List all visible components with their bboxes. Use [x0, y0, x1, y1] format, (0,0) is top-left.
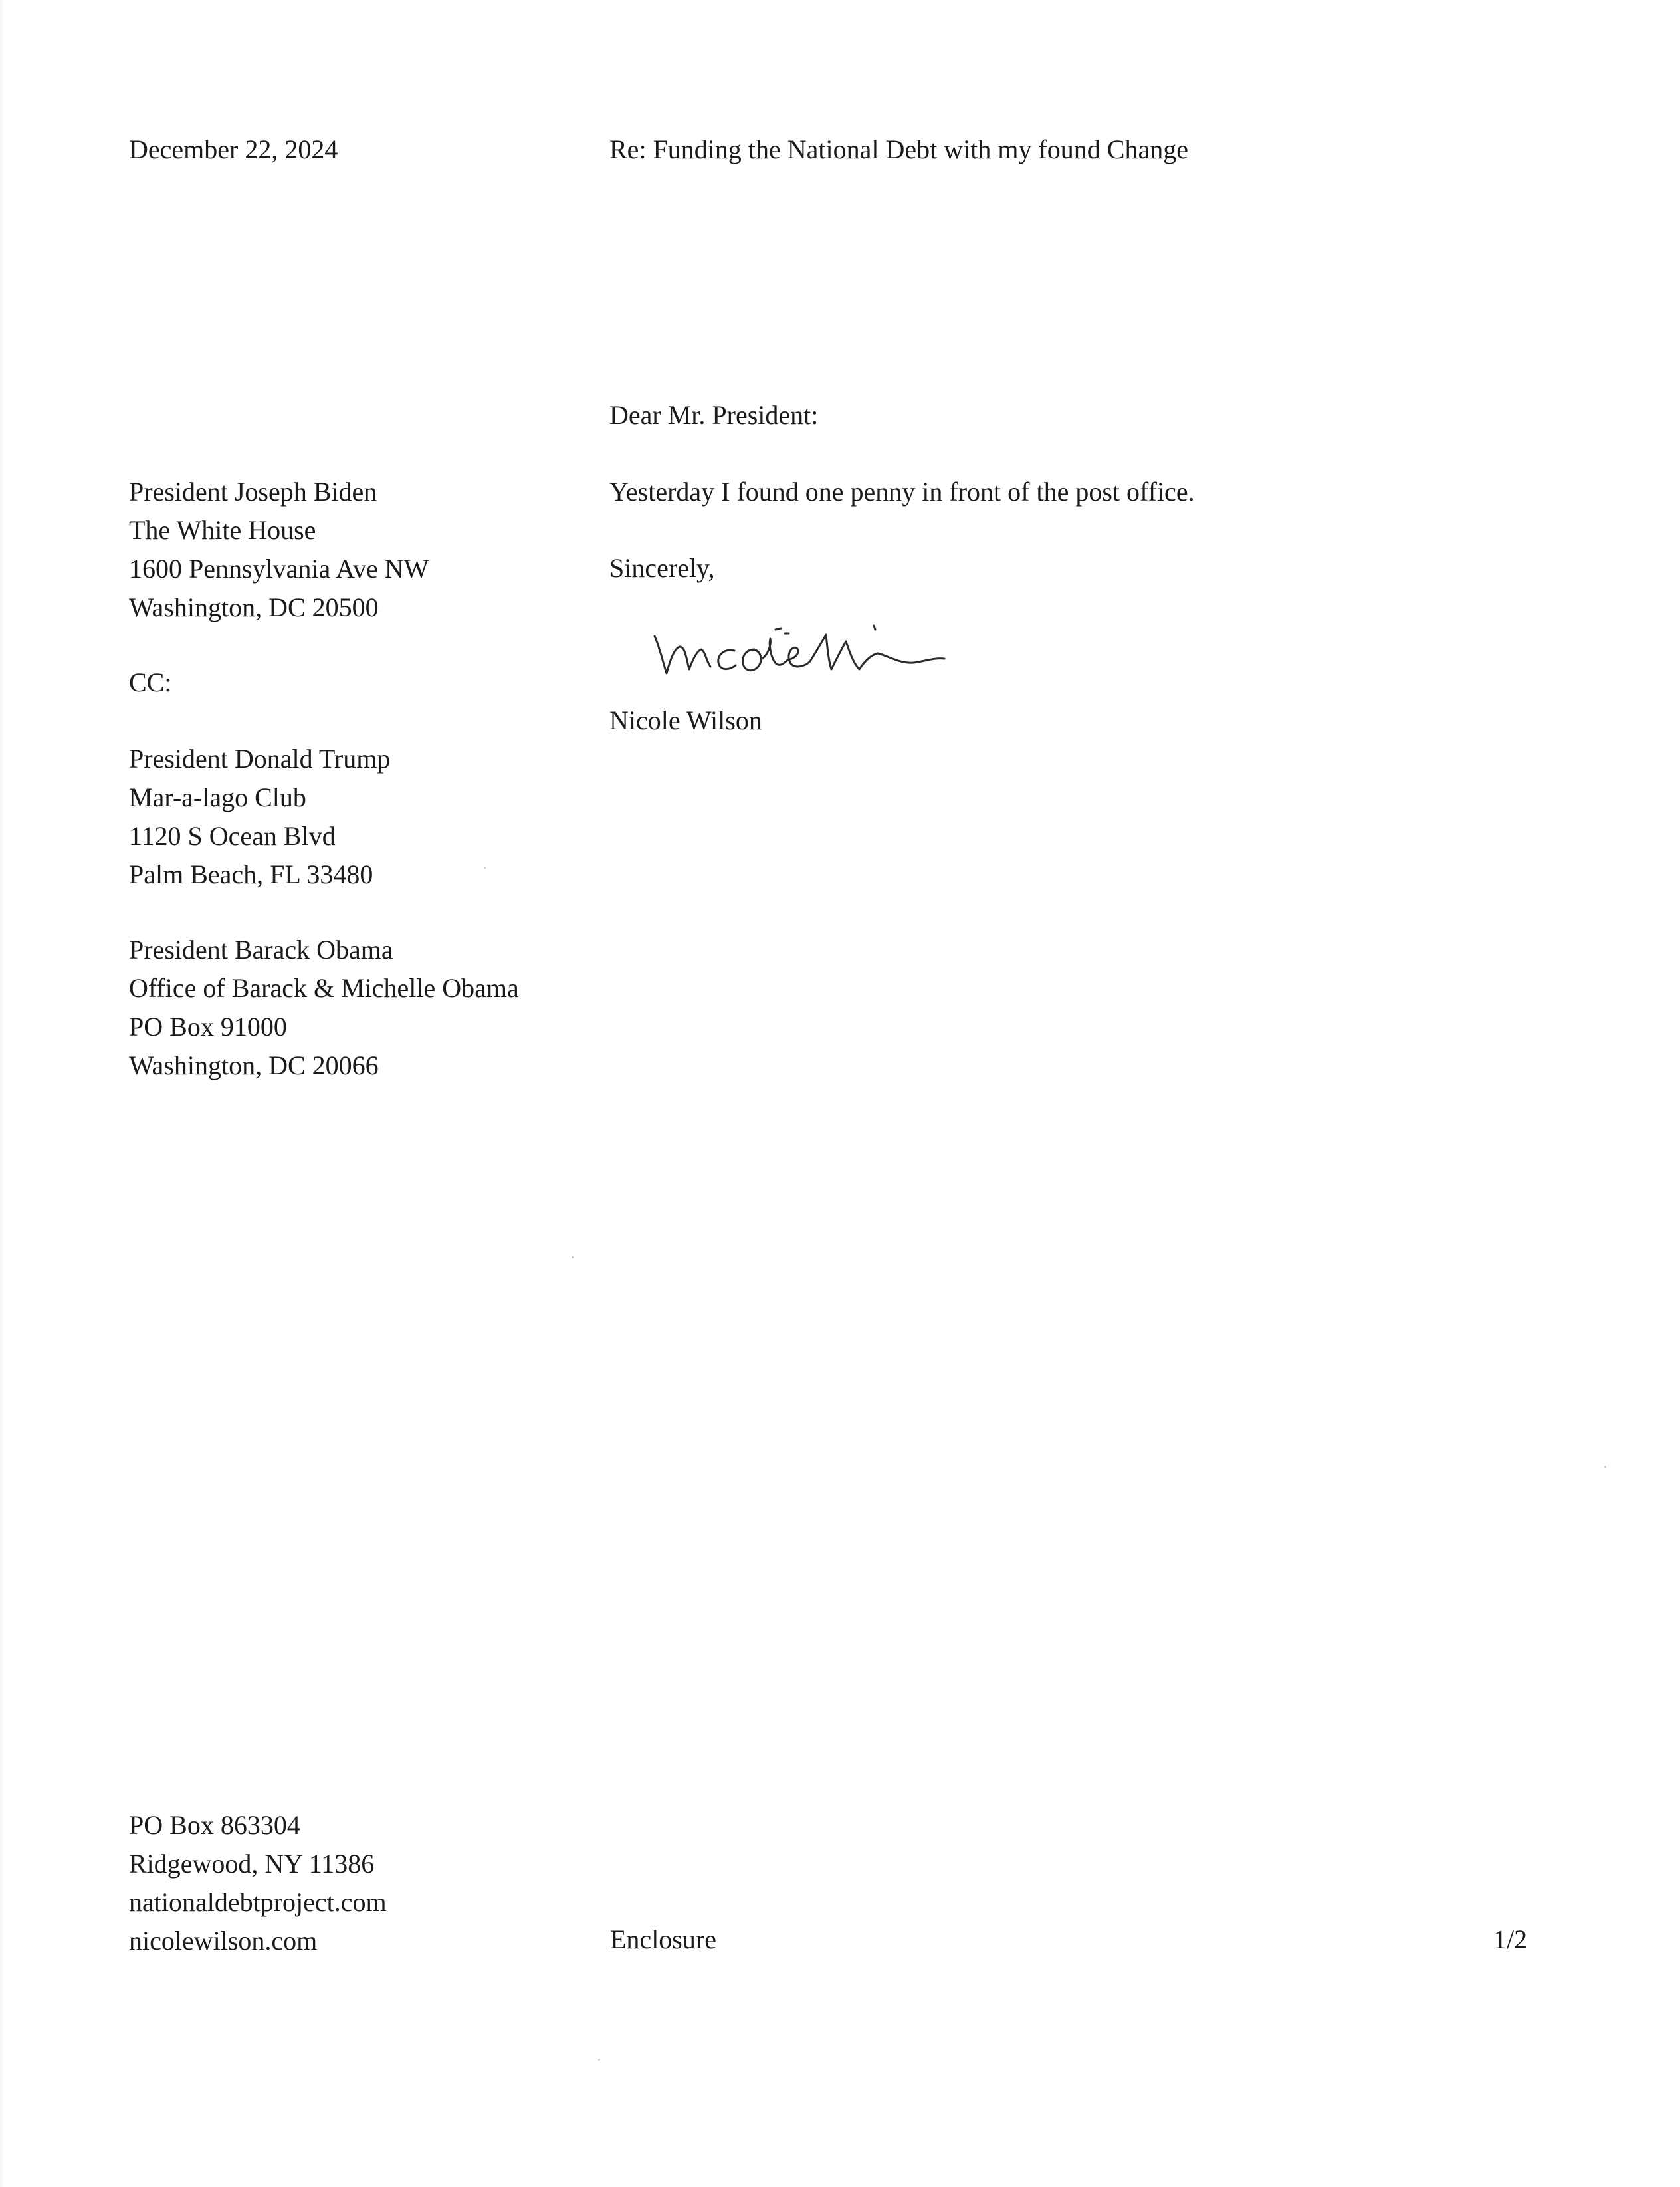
closing: Sincerely, — [609, 553, 715, 583]
address-line: Washington, DC 20500 — [129, 592, 379, 622]
address-line: PO Box 91000 — [129, 1012, 287, 1042]
letter-date: December 22, 2024 — [129, 134, 338, 164]
address-line: President Donald Trump — [129, 744, 391, 774]
scan-speck — [598, 2059, 600, 2061]
cc-recipient-address — [129, 740, 390, 894]
letter-subject: Re: Funding the National Debt with my found Change — [609, 134, 1188, 164]
salutation: Dear Mr. President: — [609, 400, 819, 430]
address-line: The White House — [129, 515, 316, 545]
signer-name: Nicole Wilson — [609, 705, 762, 735]
handwritten-signature — [648, 595, 960, 695]
cc-label: CC: — [129, 667, 172, 697]
address-line: Washington, DC 20066 — [129, 1050, 379, 1080]
enclosure-note: Enclosure — [610, 1924, 716, 1954]
recipient-address — [129, 473, 429, 627]
scan-speck — [572, 1256, 574, 1258]
address-line: Ridgewood, NY 11386 — [129, 1849, 375, 1879]
scan-edge-shadow — [0, 0, 4, 2187]
scan-speck — [484, 867, 486, 869]
address-line: President Barack Obama — [129, 935, 393, 965]
address-line: Office of Barack & Michelle Obama — [129, 973, 519, 1003]
address-line: 1600 Pennsylvania Ave NW — [129, 554, 429, 584]
address-line: Mar-a-lago Club — [129, 782, 306, 812]
letter-body: Yesterday I found one penny in front of the post office. — [609, 477, 1195, 507]
cc-recipient-address — [129, 931, 519, 1085]
address-line: President Joseph Biden — [129, 477, 377, 507]
scan-speck — [1604, 1466, 1606, 1468]
website-link: nationaldebtproject.com — [129, 1887, 387, 1917]
address-line: PO Box 863304 — [129, 1810, 300, 1840]
page-number: 1/2 — [1493, 1924, 1528, 1954]
address-line: 1120 S Ocean Blvd — [129, 821, 336, 851]
address-line: Palm Beach, FL 33480 — [129, 860, 373, 889]
sender-address — [129, 1806, 387, 1960]
website-link: nicolewilson.com — [129, 1926, 318, 1956]
